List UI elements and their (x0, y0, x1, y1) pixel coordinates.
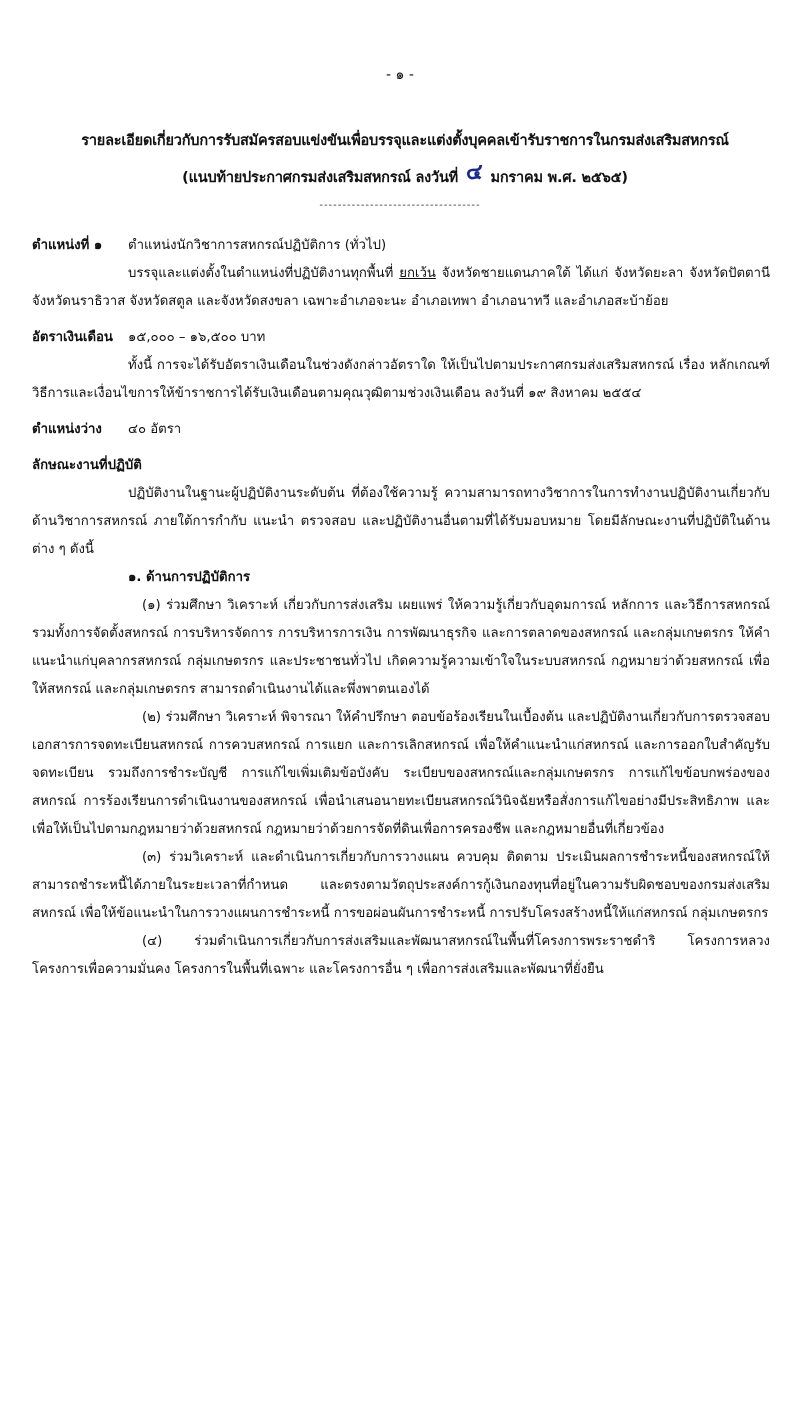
position-name: ตำแหน่งนักวิชาการสหกรณ์ปฏิบัติการ (ทั่วไป) (128, 238, 387, 253)
document-title (20, 124, 790, 195)
duty-item-2: (๒) ร่วมศึกษา วิเคราะห์ พิจารณา ให้คำปรึกษา ตอบข้อร้องเรียนในเบื้องต้น และปฏิบัติงานเกี่ยวกับการตรวจสอบเอกสารการจดทะเบียนสหกรณ์ การควบสหกรณ์ การแยก และการเลิกสหกรณ์ เพื่อให้คำแนะนำแก่สหกรณ์ และการออกใบสำคัญรับจดทะเบียน รวมถึงการชำระบัญชี การแก้ไขเพิ่มเติมข้อบังคับ ระเบียบของสหกรณ์และกลุ่มเกษตรกร การแก้ไขข้อบกพร่องของสหกรณ์ การร้องเรียนการดำเนินงานของสหกรณ์ เพื่อนำเสนอนายทะเบียนสหกรณ์วินิจฉัยหรือสั่งการแก้ไขอย่างมีประสิทธิภาพ และเพื่อให้เป็นไปตามกฎหมายว่าด้วยสหกรณ์ กฎหมายว่าด้วยการจัดที่ดินเพื่อการครองชีพ และกฎหมายอื่นที่เกี่ยวข้อง (32, 710, 770, 837)
title-line-2-prefix: (แนบท้ายประกาศกรมส่งเสริมสหกรณ์ ลงวันที่ (182, 170, 459, 186)
vacancy-value: ๔๐ อัตรา (128, 422, 182, 437)
salary-note: ทั้งนี้ การจะได้รับอัตราเงินเดือนในช่วงดังกล่าวอัตราใด ให้เป็นไปตามประกาศกรมส่งเสริมสหกรณ์ เรื่อง หลักเกณฑ์ วิธีการและเงื่อนไขการให้ข้าราชการได้รับเงินเดือนตามคุณวุฒิตามช่วงเงินเดือน ลงวันที่ ๑๙ สิงหาคม ๒๕๕๔ (32, 358, 770, 401)
title-line-1: รายละเอียดเกี่ยวกับการรับสมัครสอบแข่งขันเพื่อบรรจุและแต่งตั้งบุคคลเข้ารับราชการในกรมส่งเสริมสหกรณ์ (81, 133, 729, 149)
location-except: ยกเว้น (399, 266, 436, 281)
vacancy-heading (32, 416, 770, 444)
duties-heading: ลักษณะงานที่ปฏิบัติ (32, 458, 142, 473)
position-heading (32, 232, 770, 260)
title-line-2 (20, 158, 790, 195)
position-location (32, 260, 770, 316)
document-body (32, 232, 770, 984)
title-divider: ----------------------------------- (319, 200, 481, 211)
vacancy-label: ตำแหน่งว่าง (32, 422, 102, 437)
section-1-title: ๑. ด้านการปฏิบัติการ (128, 570, 251, 585)
salary-value: ๑๕,๐๐๐ – ๑๖,๕๐๐ บาท (128, 330, 266, 345)
duties-intro: ปฏิบัติงานในฐานะผู้ปฏิบัติงานระดับต้น ที่ต้องใช้ความรู้ ความสามารถทางวิชาการในการทำงานปฏิบัติงานเกี่ยวกับด้านวิชาการสหกรณ์ ภายใต้การกำกับ แนะนำ ตรวจสอบ และปฏิบัติงานอื่นตามที่ได้รับมอบหมาย โดยมีลักษณะงานที่ปฏิบัติในด้านต่าง ๆ ดังนี้ (32, 486, 770, 557)
handwritten-day: ๔ (466, 159, 483, 185)
salary-label: อัตราเงินเดือน (32, 330, 113, 345)
duty-item-3: (๓) ร่วมวิเคราะห์ และดำเนินการเกี่ยวกับการวางแผน ควบคุม ติดตาม ประเมินผลการชำระหนี้ของสหกรณ์ให้สามารถชำระหนี้ได้ภายในระยะเวลาที่กำหนด และตรงตามวัตถุประสงค์การกู้เงินกองทุนที่อยู่ในความรับผิดชอบของกรมส่งเสริมสหกรณ์ เพื่อให้ข้อแนะนำในการวางแผนการชำระหนี้ การขอผ่อนผันการชำระหนี้ การปรับโครงสร้างหนี้ให้แก่สหกรณ์ กลุ่มเกษตรกร (32, 850, 770, 921)
salary-heading (32, 324, 770, 352)
title-line-2-suffix: มกราคม พ.ศ. ๒๕๖๕) (490, 170, 628, 186)
duty-item-1: (๑) ร่วมศึกษา วิเคราะห์ เกี่ยวกับการส่งเสริม เผยแพร่ ให้ความรู้เกี่ยวกับอุดมการณ์ หลักการ และวิธีการสหกรณ์ รวมทั้งการจัดตั้งสหกรณ์ การบริหารจัดการ การบริหารการเงิน การพัฒนาธุรกิจ และการตลาดของสหกรณ์ และกลุ่มเกษตรกร ให้คำแนะนำแก่บุคลากรสหกรณ์ กลุ่มเกษตรกร และประชาชนทั่วไป เกิดความรู้ความเข้าใจในระบบสหกรณ์ กฎหมายว่าด้วยสหกรณ์ เพื่อให้สหกรณ์ และกลุ่มเกษตรกร สามารถดำเนินงานได้และพึ่งพาตนเองได้ (32, 598, 770, 697)
location-text-a: บรรจุและแต่งตั้งในตำแหน่งที่ปฏิบัติงานทุกพื้นที่ (128, 266, 394, 281)
location-text-b: จังหวัดชายแดนภาคใต้ ได้แก่ จังหวัดยะลา จังหวัดปัตตานี จังหวัดนราธิวาส จังหวัดสตูล และจังหวัดสงขลา เฉพาะอำเภอจะนะ อำเภอเทพา อำเภอนาทวี และอำเภอสะบ้าย้อย (32, 266, 770, 309)
duty-item-4: (๔) ร่วมดำเนินการเกี่ยวกับการส่งเสริมและพัฒนาสหกรณ์ในพื้นที่โครงการพระราชดำริ โครงการหลวง โครงการเพื่อความมั่นคง โครงการในพื้นที่เฉพาะ และโครงการอื่น ๆ เพื่อการส่งเสริมและพัฒนาที่ยั่งยืน (32, 934, 770, 977)
position-label: ตำแหน่งที่ ๑ (32, 238, 103, 253)
page-number: - ๑ - (386, 67, 414, 83)
